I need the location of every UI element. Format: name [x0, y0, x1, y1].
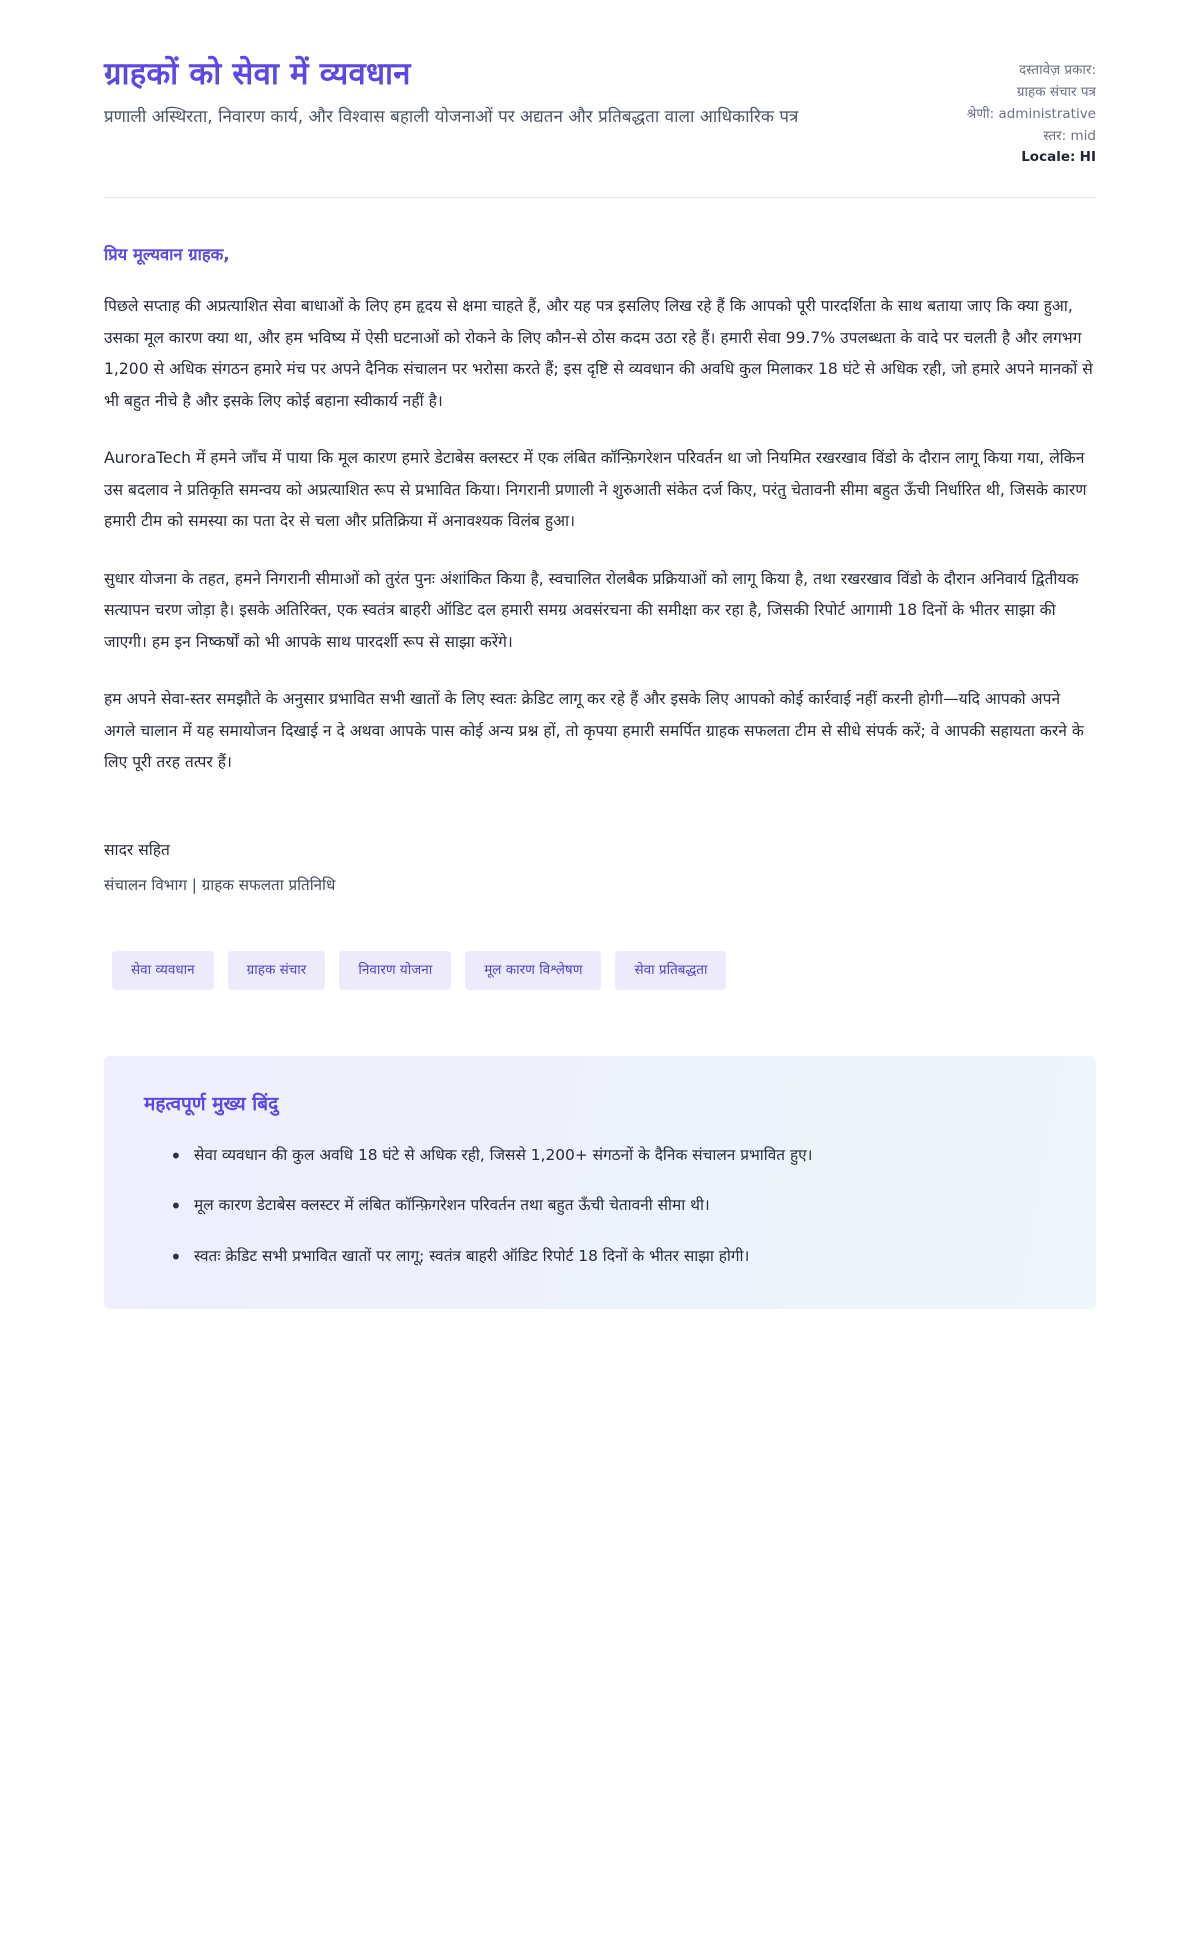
- list-item: • मूल कारण डेटाबेस क्लस्टर में लंबित कॉन्फ़िगरेशन परिवर्तन तथा बहुत ऊँची चेतावनी सीमा थी।: [170, 1190, 1056, 1220]
- signature-role: संचालन विभाग | ग्राहक सफलता प्रतिनिधि: [104, 876, 336, 895]
- meta-value: HI: [1079, 149, 1096, 166]
- tag-item[interactable]: मूल कारण विश्लेषण: [465, 951, 601, 991]
- key-points-callout: [104, 1056, 1096, 1308]
- meta-row-category: [896, 104, 1096, 126]
- meta-label: श्रेणी:: [966, 105, 995, 122]
- meta-label: दस्तावेज़ प्रकार:: [1018, 62, 1096, 78]
- meta-row-locale: [896, 147, 1096, 169]
- signature-block: [104, 837, 1096, 899]
- list-item: • स्वतः क्रेडिट सभी प्रभावित खातों पर लागू; स्वतंत्र बाहरी ऑडिट रिपोर्ट 18 दिनों के भीतर साझा होगी।: [170, 1241, 1056, 1271]
- paragraph-1: पिछले सप्ताह की अप्रत्याशित सेवा बाधाओं के लिए हम हृदय से क्षमा चाहते हैं, और यह पत्र इसलिए लिख रहे हैं कि आपको पूरी पारदर्शिता के साथ बताया जाए कि क्या हुआ, उसका मूल कारण क्या था, और हम भविष्य में ऐसी घटनाओं को रोकने के लिए कौन-से ठोस कदम उठा रहे हैं। हमारी सेवा 99.7% उपलब्धता के वादे पर चलती है और लगभग 1,200 से अधिक संगठन हमारे मंच पर अपने दैनिक संचालन पर भरोसा करते हैं; इस दृष्टि से व्यवधान की अवधि कुल मिलाकर 18 घंटे से अधिक रही, जो हमारे अपने मानकों से भी बहुत नीचे है और इसके लिए कोई बहाना स्वीकार्य नहीं है।: [104, 297, 1093, 410]
- tag-item[interactable]: ग्राहक संचार: [228, 951, 326, 991]
- tag-item[interactable]: सेवा प्रतिबद्धता: [615, 951, 726, 991]
- meta-value: administrative: [998, 105, 1096, 122]
- paragraph-4: हम अपने सेवा-स्तर समझौते के अनुसार प्रभावित सभी खातों के लिए स्वतः क्रेडिट लागू कर रहे हैं और इसके लिए आपको कोई कार्रवाई नहीं करनी होगी—यदि आपको अपने अगले चालान में यह समायोजन दिखाई न दे अथवा आपके पास कोई अन्य प्रश्न हों, तो कृपया हमारी समर्पित ग्राहक सफलता टीम से सीधे संपर्क करें; वे आपकी सहायता करने के लिए पूरी तरह तत्पर हैं।: [104, 690, 1084, 772]
- callout-list: [144, 1140, 1056, 1270]
- tag-item[interactable]: निवारण योजना: [339, 951, 451, 991]
- meta-row-doctype-label: [896, 60, 1096, 82]
- meta-value: mid: [1070, 127, 1096, 144]
- letter-body: [104, 198, 1096, 1308]
- meta-row-level: [896, 126, 1096, 148]
- callout-title: महत्वपूर्ण मुख्य बिंदु: [144, 1093, 279, 1116]
- document-metadata: [896, 56, 1096, 169]
- header-title-block: [104, 56, 824, 130]
- salutation: प्रिय मूल्यवान ग्राहक,: [104, 245, 230, 265]
- meta-label: स्तर:: [1043, 127, 1067, 144]
- document-header: [104, 56, 1096, 198]
- meta-row-doctype-value: [896, 82, 1096, 104]
- paragraph-2: AuroraTech में हमने जाँच में पाया कि मूल कारण हमारे डेटाबेस क्लस्टर में एक लंबित कॉन्फ़िगरेशन परिवर्तन था जो नियमित रखरखाव विंडो के दौरान लागू किया गया, लेकिन उस बदलाव ने प्रतिकृति समन्वय को अप्रत्याशित रूप से प्रभावित किया। निगरानी प्रणाली ने शुरुआती संकेत दर्ज किए, परंतु चेतावनी सीमा बहुत ऊँची निर्धारित थी, जिसके कारण हमारी टीम को समस्या का पता देर से चला और प्रतिक्रिया में अनावश्यक विलंब हुआ।: [104, 449, 1087, 531]
- tag-list: [104, 951, 1096, 991]
- paragraph-3: सुधार योजना के तहत, हमने निगरानी सीमाओं को तुरंत पुनः अंशांकित किया है, स्वचालित रोलबैक प्रक्रियाओं को लागू किया है, तथा रखरखाव विंडो के दौरान अनिवार्य द्वितीयक सत्यापन चरण जोड़ा है। इसके अतिरिक्त, एक स्वतंत्र बाहरी ऑडिट दल हमारी समग्र अवसंरचना की समीक्षा कर रहा है, जिसकी रिपोर्ट आगामी 18 दिनों के भीतर साझा की जाएगी। हम इन निष्कर्षों को भी आपके साथ पारदर्शी रूप से साझा करेंगे।: [104, 569, 1079, 651]
- tag-item[interactable]: सेवा व्यवधान: [112, 951, 214, 991]
- meta-value: ग्राहक संचार पत्र: [1016, 83, 1096, 100]
- page-title: ग्राहकों को सेवा में व्यवधान: [104, 56, 411, 92]
- meta-label: Locale:: [1021, 149, 1076, 166]
- signature-name: सादर सहित: [104, 840, 170, 859]
- page-subtitle: प्रणाली अस्थिरता, निवारण कार्य, और विश्वास बहाली योजनाओं पर अद्यतन और प्रतिबद्धता वाला आधिकारिक पत्र: [104, 106, 799, 127]
- list-item: • सेवा व्यवधान की कुल अवधि 18 घंटे से अधिक रही, जिससे 1,200+ संगठनों के दैनिक संचालन प्रभावित हुए।: [170, 1140, 1056, 1170]
